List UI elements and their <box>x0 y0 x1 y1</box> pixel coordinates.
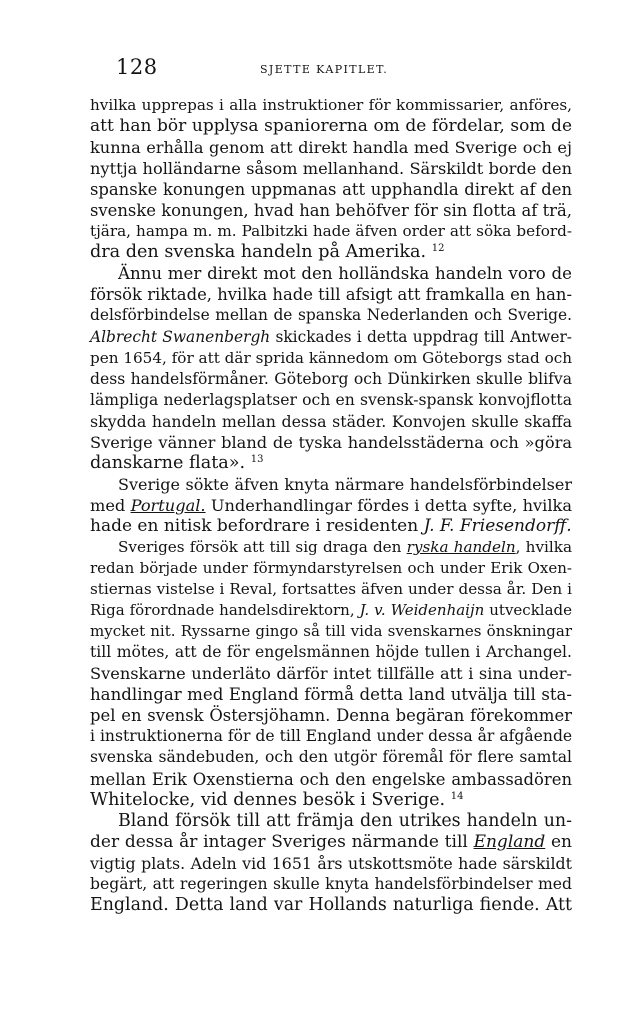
text-line <box>90 684 572 705</box>
text-span: mycket nit. Ryssarne gingo så till vida svenskarnes önskningar <box>90 622 572 641</box>
text-line <box>90 432 572 453</box>
text-span: tjära, hampa m. m. Palbitzki hade äfven order att söka beford- <box>90 222 572 241</box>
text-line <box>90 621 572 642</box>
text-line <box>90 348 572 369</box>
text-span: en <box>545 831 572 852</box>
text-line <box>90 705 572 726</box>
text-line <box>90 537 572 558</box>
running-head: SJETTE KAPITLET. <box>260 63 389 76</box>
text-line <box>90 874 572 895</box>
text-line <box>90 663 572 684</box>
text-span: med <box>90 495 131 515</box>
text-line <box>90 221 572 242</box>
text-line <box>90 474 572 495</box>
page-header <box>0 55 640 83</box>
text-span: dra den svenska handeln på Amerika. <box>90 242 432 263</box>
text-span: , hvilka <box>515 537 573 556</box>
text-line <box>90 453 572 474</box>
text-span: dess handelsförmåner. Göteborg och Dünkirken skulle blifva <box>90 369 572 388</box>
text-span: stiernas vistelse i Reval, fortsattes äfven under dessa år. Den i <box>90 580 572 599</box>
text-span: att han bör upplysa spaniorerna om de fördelar, som de <box>90 116 572 137</box>
text-span: nyttja holländarne såsom mellanhand. Särskildt borde den <box>90 159 572 179</box>
footnote-ref: 12 <box>431 243 445 255</box>
text-span: vigtig plats. Adeln vid 1651 års utskottsmöte hade särskildt <box>90 853 572 873</box>
text-line <box>90 516 572 537</box>
text-line <box>90 158 572 179</box>
text-span: Sverige sökte äfven knyta närmare handelsförbindelser <box>118 474 572 494</box>
text-span: England. Detta land var Hollands naturliga fiende. Att <box>90 894 572 915</box>
text-span: skickades i detta uppdrag till Antwer- <box>270 327 573 346</box>
italic-text: J. v. Weidenhaijn <box>359 601 485 620</box>
text-line <box>90 390 572 411</box>
text-line <box>90 853 572 874</box>
text-line <box>90 558 572 579</box>
text-span: delsförbindelse mellan de spanska Nederlanden och Sverige. <box>90 306 572 325</box>
text-line <box>90 263 572 284</box>
italic-text: Albrecht Swanenbergh <box>90 327 271 346</box>
text-span: hade en nitisk befordrare i residenten <box>90 515 424 536</box>
text-span: spanske konungen uppmanas att upphandla direkt af den <box>90 180 572 200</box>
text-span: danskarne flata». <box>90 452 251 473</box>
text-span: kunna erhålla genom att direkt handla med Sverige och ej <box>90 138 572 158</box>
text-span: begärt, att regeringen skulle knyta handelsförbindelser med <box>90 874 572 893</box>
text-span: Bland försök till att främja den utrikes handeln un- <box>118 810 572 831</box>
text-line <box>90 242 572 263</box>
footnote-ref: 14 <box>450 790 464 802</box>
text-span: svenske konungen, hvad han behöfver för sin flotta af trä, <box>90 201 572 221</box>
text-line <box>90 726 572 747</box>
italic-text: J. F. Friesendorff. <box>423 515 572 536</box>
text-line <box>90 832 572 853</box>
text-span: Sveriges försök att till sig draga den <box>118 537 407 556</box>
text-line <box>90 579 572 600</box>
text-span: skydda handeln mellan dessa städer. Konvojen skulle skaffa <box>90 411 572 431</box>
text-line <box>90 895 572 916</box>
text-line <box>90 200 572 221</box>
italic-text: ryska handeln <box>406 537 516 556</box>
italic-text: England <box>473 831 546 852</box>
text-line <box>90 179 572 200</box>
text-line <box>90 811 572 832</box>
text-line <box>90 411 572 432</box>
text-line <box>90 284 572 305</box>
text-span: Ännu mer direkt mot den holländska handeln voro de <box>118 264 572 284</box>
text-span: Svenskarne underläto därför intet tillfälle att i sina under- <box>90 664 572 684</box>
text-span: pen 1654, för att där sprida kännedom om Göteborgs stad och <box>90 348 572 367</box>
text-span: utvecklade <box>484 601 572 620</box>
text-span: der dessa år intager Sveriges närmande till <box>90 831 474 852</box>
text-span: i instruktionerna för de till England under dessa år afgående <box>90 727 573 746</box>
text-span: Underhandlingar fördes i detta syfte, hvilka <box>205 495 572 515</box>
text-line <box>90 369 572 390</box>
text-line <box>90 327 572 348</box>
text-span: redan började under förmyndarstyrelsen och under Erik Oxen- <box>90 559 572 578</box>
text-span: till mötes, att de för engelsmännen höjde tullen i Archangel. <box>90 643 572 662</box>
text-line <box>90 305 572 326</box>
page-number: 128 <box>116 55 158 79</box>
text-line <box>90 95 572 116</box>
text-line <box>90 137 572 158</box>
text-span: mellan Erik Oxenstierna och den engelske ambassadören <box>90 769 572 789</box>
text-span: Riga förordnade handelsdirektorn, <box>90 601 360 620</box>
text-line <box>90 769 572 790</box>
text-span: handlingar med England förmå detta land utvälja till sta- <box>90 685 572 705</box>
text-line <box>90 642 572 663</box>
text-span: hvilka upprepas i alla instruktioner för kommissarier, anföres, <box>90 96 572 114</box>
text-span: lämpliga nederlagsplatser och en svensk-spansk konvojflotta <box>90 390 572 409</box>
text-span: svenska sändebuden, och den utgör föremål för flere samtal <box>90 748 572 767</box>
text-span: pel en svensk Östersjöhamn. Denna begäran förekommer <box>90 706 572 726</box>
italic-text: Portugal. <box>130 495 206 515</box>
text-span: Whitelocke, vid dennes besök i Sverige. <box>90 789 451 810</box>
text-span: försök riktade, hvilka hade till afsigt att framkalla en han- <box>90 285 572 305</box>
text-line <box>90 495 572 516</box>
text-line <box>90 747 572 768</box>
text-line <box>90 600 572 621</box>
text-line <box>90 116 572 137</box>
text-span: Sverige vänner bland de tyska handelsstäderna och »göra <box>90 432 572 452</box>
text-line <box>90 790 572 811</box>
body-text <box>90 95 572 916</box>
footnote-ref: 13 <box>250 453 264 465</box>
